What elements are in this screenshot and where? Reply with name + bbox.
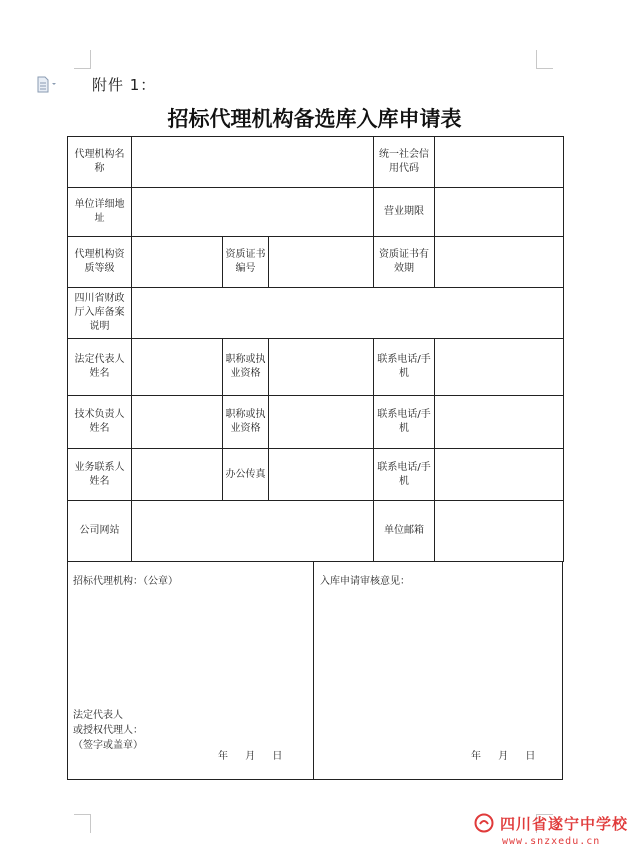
- tech-lead-contact-label: 联系电话/手机: [374, 396, 435, 449]
- tech-lead-title-field[interactable]: [269, 396, 374, 449]
- business-contact-label: 业务联系人姓名: [68, 449, 132, 501]
- rep-line-2: 或授权代理人：: [73, 725, 143, 736]
- email-field[interactable]: [435, 501, 564, 562]
- technical-lead-field[interactable]: [132, 396, 223, 449]
- rep-line-3: （签字或盖章）: [73, 740, 143, 751]
- attachment-label: 附件 1：: [92, 76, 157, 94]
- legal-representative-field[interactable]: [132, 339, 223, 396]
- crop-mark-top-right: [536, 50, 553, 69]
- watermark-url: www.snzxedu.cn: [502, 836, 601, 847]
- business-term-field[interactable]: [435, 188, 564, 237]
- agency-name-field[interactable]: [132, 137, 374, 188]
- certificate-number-label: 资质证书编号: [223, 237, 269, 288]
- business-term-label: 营业期限: [374, 188, 435, 237]
- filing-description-label: 四川省财政厅入库备案说明: [68, 288, 132, 339]
- office-fax-label: 办公传真: [223, 449, 269, 501]
- crop-mark-bottom-left: [74, 814, 91, 833]
- watermark: [474, 812, 628, 834]
- school-logo-icon: [474, 813, 494, 833]
- filing-description-field[interactable]: [132, 288, 564, 339]
- legal-rep-title-field[interactable]: [269, 339, 374, 396]
- technical-lead-label: 技术负责人姓名: [68, 396, 132, 449]
- business-contact-field[interactable]: [132, 449, 223, 501]
- crop-mark-top-left: [74, 50, 91, 69]
- year-label: 年: [471, 751, 481, 762]
- legal-rep-contact-field[interactable]: [435, 339, 564, 396]
- business-contact-phone-field[interactable]: [435, 449, 564, 501]
- office-fax-field[interactable]: [269, 449, 374, 501]
- section-divider: [313, 561, 314, 779]
- agency-name-label: 代理机构名称: [68, 137, 132, 188]
- seal-label: 招标代理机构：（公章）: [73, 576, 178, 587]
- address-field[interactable]: [132, 188, 374, 237]
- watermark-text: 四川省遂宁中学校: [500, 814, 629, 833]
- business-contact-phone-label: 联系电话/手机: [374, 449, 435, 501]
- right-date-line: [471, 749, 549, 764]
- page-title: 招标代理机构备选库入库申请表: [167, 106, 462, 131]
- application-form-table: [67, 136, 564, 562]
- representative-signature-label: [73, 708, 143, 753]
- dropdown-arrow-icon: [52, 83, 56, 85]
- email-label: 单位邮箱: [374, 501, 435, 562]
- month-label: 月: [245, 751, 256, 762]
- address-label: 单位详细地址: [68, 188, 132, 237]
- qualification-level-label: 代理机构资质等级: [68, 237, 132, 288]
- website-field[interactable]: [132, 501, 374, 562]
- review-opinion-label: 入库申请审核意见：: [320, 576, 410, 587]
- certificate-number-field[interactable]: [269, 237, 374, 288]
- day-label: 日: [525, 751, 536, 762]
- legal-representative-label: 法定代表人姓名: [68, 339, 132, 396]
- rep-line-1: 法定代表人: [73, 710, 123, 721]
- credit-code-field[interactable]: [435, 137, 564, 188]
- tech-lead-contact-field[interactable]: [435, 396, 564, 449]
- month-label: 月: [498, 751, 509, 762]
- signature-section: [67, 561, 563, 780]
- legal-rep-contact-label: 联系电话/手机: [374, 339, 435, 396]
- certificate-validity-label: 资质证书有效期: [374, 237, 435, 288]
- credit-code-label: 统一社会信用代码: [374, 137, 435, 188]
- document-icon[interactable]: [36, 76, 58, 94]
- tech-lead-title-label: 职称或执业资格: [223, 396, 269, 449]
- year-label: 年: [218, 751, 228, 762]
- legal-rep-title-label: 职称或执业资格: [223, 339, 269, 396]
- website-label: 公司网站: [68, 501, 132, 562]
- day-label: 日: [272, 751, 283, 762]
- certificate-validity-field[interactable]: [435, 237, 564, 288]
- qualification-level-field[interactable]: [132, 237, 223, 288]
- left-date-line: [218, 749, 296, 764]
